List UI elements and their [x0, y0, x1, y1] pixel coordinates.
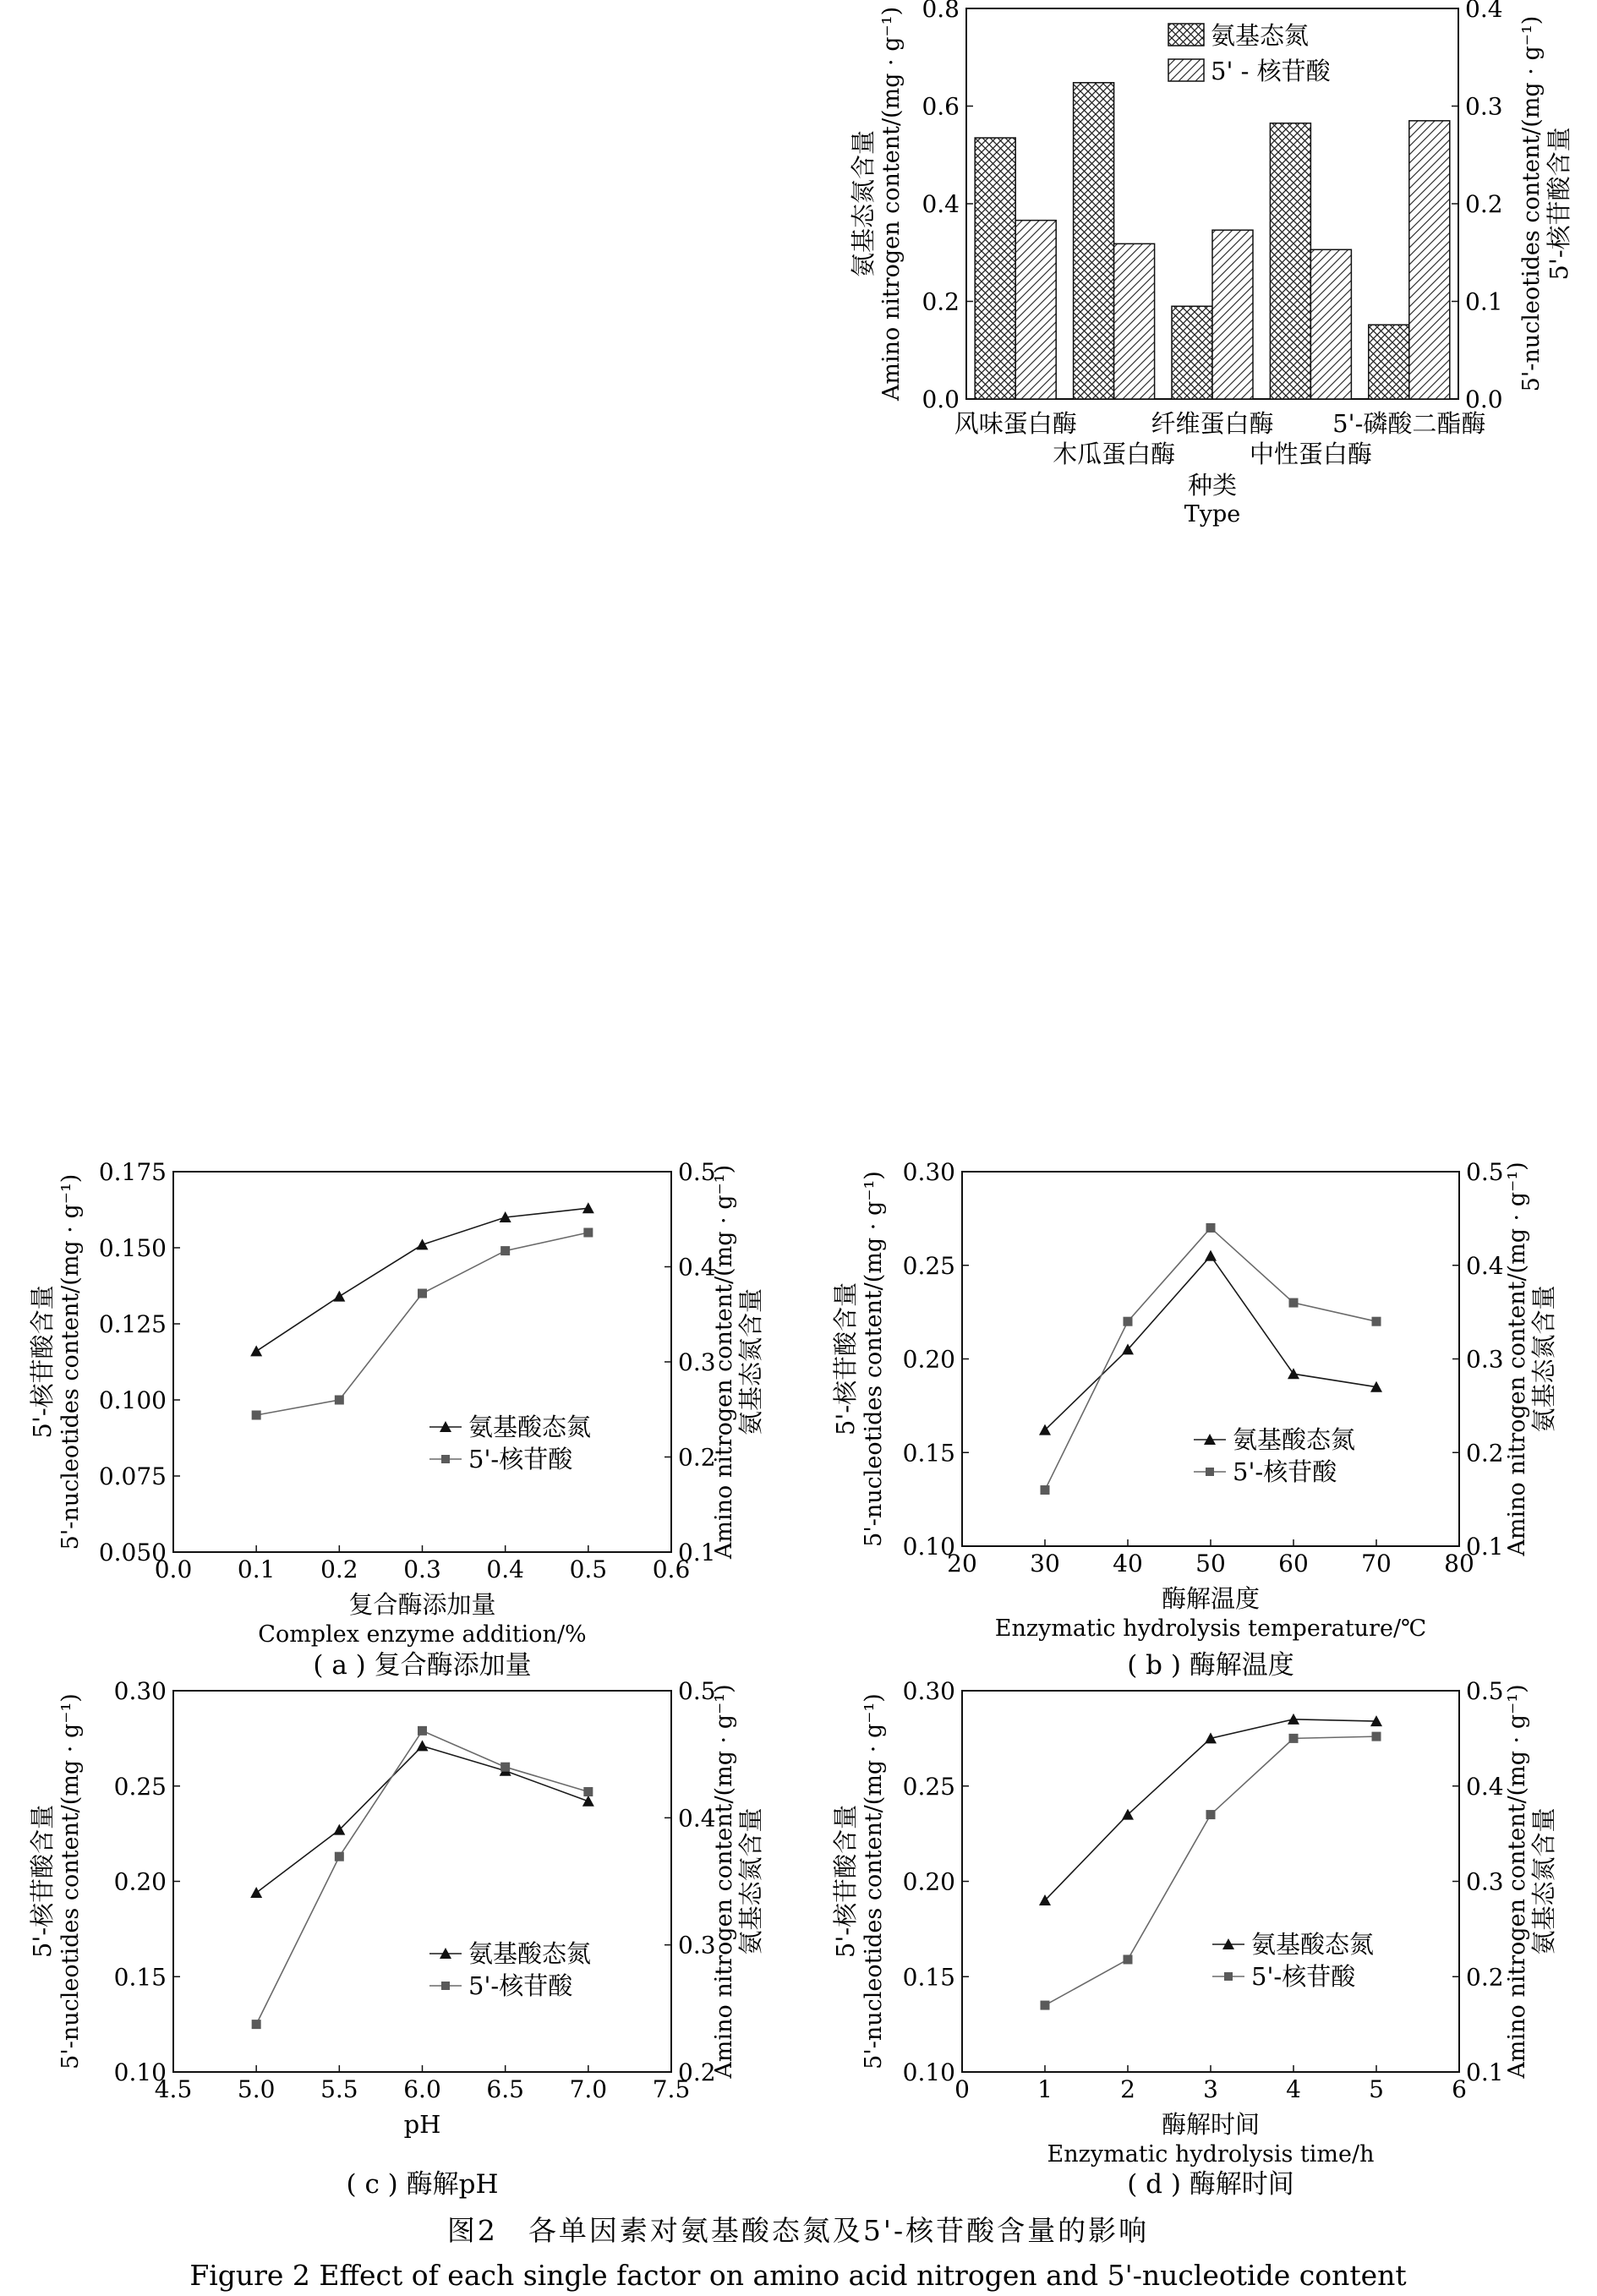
legend-label: 5'-核苷酸 [468, 1445, 573, 1473]
x-tick-label: 0.4 [486, 1555, 524, 1583]
bar-amino-nitrogen [1172, 306, 1212, 399]
legend-label: 5'-核苷酸 [1251, 1962, 1356, 1991]
data-point-square [1206, 1223, 1216, 1233]
line-chart-d [831, 1677, 1558, 2200]
data-point-square [500, 1246, 510, 1255]
x-tick-label: 7.5 [652, 2075, 691, 2103]
x-tick-label: 30 [1030, 1550, 1060, 1577]
y-axis-label-en: 5'-nucleotides content/(mg · g⁻¹) [861, 1171, 887, 1547]
legend-marker-square [1224, 1972, 1233, 1981]
y-tick-label: 0.4 [922, 190, 960, 218]
x-tick-label: 6.0 [403, 2075, 441, 2103]
panel-caption: ( a ) 复合酶添加量 [313, 1650, 532, 1681]
x-tick-label: 7.0 [569, 2075, 608, 2103]
x-tick-label: 70 [1361, 1550, 1392, 1577]
y-right-axis-label-en: Amino nitrogen content/(mg · g⁻¹) [711, 1684, 737, 2079]
y-right-tick-label: 0.0 [1465, 385, 1503, 413]
y-tick-label: 0.10 [902, 1533, 955, 1561]
x-tick-label: 5.5 [320, 2075, 358, 2103]
x-tick-label: 0.0 [154, 1555, 193, 1583]
bar-amino-nitrogen [1074, 83, 1114, 399]
legend-label: 5'-核苷酸 [468, 1971, 573, 2000]
y-right-axis-label-en: 5'-nucleotides content/(mg · g⁻¹) [1518, 15, 1545, 392]
data-point-triangle [582, 1796, 594, 1807]
y-axis-label-en: Amino nitrogen content/(mg · g⁻¹) [878, 6, 905, 402]
legend-marker-square [1206, 1468, 1214, 1476]
data-point-square [583, 1228, 593, 1238]
x-tick-label: 0.1 [237, 1555, 276, 1583]
x-axis-label-en: Enzymatic hydrolysis time/h [1047, 2141, 1375, 2168]
y-right-tick-label: 0.3 [678, 1348, 716, 1376]
x-axis-label: 酶解时间 [1161, 2110, 1261, 2139]
y-right-tick-label: 0.4 [1465, 0, 1503, 23]
figure-title-zh: 图2 各单因素对氨基酸态氮及5'-核苷酸含量的影响 [446, 2214, 1150, 2247]
data-point-triangle [582, 1202, 594, 1213]
x-tick-label: 0.3 [403, 1555, 441, 1583]
plot-frame [173, 1172, 671, 1552]
y-right-tick-label: 0.3 [1465, 92, 1503, 121]
y-axis-label: 5'-核苷酸含量 [831, 1282, 860, 1436]
x-tick-label: 50 [1195, 1550, 1226, 1577]
y-tick-label: 0.10 [902, 2058, 955, 2086]
series-line-nucleotide [256, 1233, 588, 1415]
data-point-square [335, 1396, 344, 1405]
y-tick-label: 0.25 [902, 1251, 955, 1280]
y-axis-label-en: 5'-nucleotides content/(mg · g⁻¹) [57, 1173, 84, 1550]
y-right-axis-label-en: Amino nitrogen content/(mg · g⁻¹) [711, 1164, 737, 1560]
y-right-tick-label: 0.2 [678, 2058, 716, 2086]
y-tick-label: 0.050 [98, 1539, 167, 1566]
y-tick-label: 0.20 [113, 1867, 167, 1896]
y-tick-label: 0.10 [113, 2058, 167, 2086]
data-point-triangle [1288, 1368, 1299, 1379]
y-axis-label-en: 5'-nucleotides content/(mg · g⁻¹) [57, 1693, 84, 2069]
x-axis-label-en: Complex enzyme addition/% [258, 1621, 587, 1648]
x-tick-label: 3 [1203, 2075, 1218, 2103]
x-tick-label: 0 [954, 2075, 970, 2103]
y-right-axis-label-en: Amino nitrogen content/(mg · g⁻¹) [1504, 1684, 1530, 2079]
x-tick-label: 0.5 [569, 1555, 608, 1583]
y-right-tick-label: 0.1 [1465, 287, 1503, 316]
panel-caption: ( c ) 酶解pH [346, 2169, 499, 2200]
y-right-tick-label: 0.2 [678, 1443, 716, 1472]
y-right-tick-label: 0.4 [1466, 1772, 1504, 1801]
series-line-amino-nitrogen [1045, 1719, 1376, 1900]
data-point-square [252, 2020, 261, 2029]
y-axis-label: 5'-核苷酸含量 [28, 1285, 57, 1439]
x-tick-label: 6.5 [486, 2075, 524, 2103]
legend-swatch-amino [1168, 24, 1204, 46]
data-point-square [1041, 2001, 1050, 2010]
y-axis-label-en: 5'-nucleotides content/(mg · g⁻¹) [861, 1693, 887, 2069]
data-point-square [1289, 1298, 1299, 1308]
data-point-triangle [1205, 1250, 1217, 1261]
x-axis-label: pH [403, 2110, 441, 2139]
legend-label: 氨基酸态氮 [468, 1413, 592, 1441]
data-point-square [500, 1763, 510, 1772]
y-right-tick-label: 0.2 [1465, 190, 1503, 218]
bar-5-nucleotide [1212, 230, 1253, 399]
y-tick-label: 0.8 [922, 0, 960, 23]
y-right-tick-label: 0.1 [1466, 1533, 1504, 1561]
y-tick-label: 0.30 [902, 1158, 955, 1186]
x-axis-label: 酶解温度 [1161, 1584, 1261, 1613]
data-point-square [583, 1787, 593, 1796]
x-category-label: 5'-磷酸二酯酶 [1332, 409, 1486, 438]
y-right-tick-label: 0.2 [1466, 1963, 1504, 1992]
y-right-axis-label: 氨基态氮含量 [736, 1807, 765, 1955]
x-tick-label: 40 [1113, 1550, 1143, 1577]
y-tick-label: 0.30 [113, 1677, 167, 1705]
bar-amino-nitrogen [975, 138, 1015, 399]
y-tick-label: 0.30 [902, 1677, 955, 1705]
plot-frame [962, 1691, 1459, 2072]
data-point-square [1124, 1954, 1133, 1964]
data-point-square [1372, 1317, 1381, 1326]
y-right-tick-label: 0.5 [678, 1677, 716, 1705]
y-right-axis-label: 5'-核苷酸含量 [1545, 127, 1573, 281]
bar-chart-type [849, 0, 1573, 528]
x-category-label: 木瓜蛋白酶 [1053, 440, 1176, 468]
data-point-square [418, 1726, 427, 1736]
line-chart-b [831, 1158, 1558, 1681]
x-axis-label-en: Enzymatic hydrolysis temperature/℃ [994, 1615, 1427, 1642]
panel-caption: ( d ) 酶解时间 [1127, 2169, 1294, 2200]
legend-label: 5'-核苷酸 [1233, 1457, 1337, 1486]
x-category-label: 纤维蛋白酶 [1151, 409, 1274, 438]
figure-title-en: Figure 2 Effect of each single factor on amino acid nitrogen and 5'-nucleotide content [189, 2259, 1407, 2292]
series-line-amino-nitrogen [256, 1208, 588, 1351]
y-right-tick-label: 0.1 [1466, 2058, 1504, 2086]
y-tick-label: 0.25 [113, 1772, 167, 1801]
legend-label: 氨基酸态氮 [1251, 1930, 1375, 1959]
y-right-axis-label: 氨基态氮含量 [1529, 1807, 1558, 1955]
data-point-square [1124, 1317, 1133, 1326]
y-right-tick-label: 0.2 [1466, 1439, 1504, 1468]
y-tick-label: 0.175 [98, 1158, 167, 1186]
legend-label: 氨基酸态氮 [468, 1939, 592, 1968]
y-right-tick-label: 0.4 [678, 1253, 716, 1282]
data-point-square [1289, 1734, 1299, 1743]
y-tick-label: 0.15 [113, 1963, 167, 1992]
x-tick-label: 2 [1120, 2075, 1135, 2103]
y-tick-label: 0.125 [98, 1310, 167, 1338]
x-axis-label: 种类 [1187, 471, 1238, 500]
bar-5-nucleotide [1114, 243, 1155, 399]
x-tick-label: 20 [947, 1550, 977, 1577]
x-tick-label: 5 [1369, 2075, 1384, 2103]
data-point-triangle [417, 1740, 429, 1751]
data-point-triangle [250, 1345, 262, 1356]
series-line-amino-nitrogen [1045, 1256, 1376, 1430]
y-right-axis-label-en: Amino nitrogen content/(mg · g⁻¹) [1504, 1162, 1530, 1556]
x-tick-label: 4.5 [154, 2075, 193, 2103]
y-axis-label: 氨基态氮含量 [849, 129, 878, 278]
y-tick-label: 0.2 [922, 287, 960, 316]
x-tick-label: 60 [1278, 1550, 1309, 1577]
y-right-tick-label: 0.4 [678, 1804, 716, 1833]
data-point-triangle [417, 1238, 429, 1249]
y-right-tick-label: 0.5 [1466, 1677, 1504, 1705]
y-right-tick-label: 0.3 [1466, 1867, 1504, 1896]
data-point-triangle [250, 1887, 262, 1898]
bar-5-nucleotide [1409, 121, 1450, 399]
bar-5-nucleotide [1310, 249, 1351, 399]
y-right-tick-label: 0.5 [1466, 1158, 1504, 1186]
legend-marker-square [441, 1455, 450, 1463]
data-point-square [418, 1289, 427, 1298]
data-point-triangle [333, 1291, 345, 1302]
panel-caption: ( b ) 酶解温度 [1127, 1650, 1294, 1681]
x-category-label: 风味蛋白酶 [954, 409, 1077, 438]
data-point-square [1372, 1732, 1381, 1741]
y-tick-label: 0.100 [98, 1386, 167, 1414]
y-tick-label: 0.20 [902, 1345, 955, 1374]
x-tick-label: 80 [1444, 1550, 1474, 1577]
legend-label: 氨基酸态氮 [1233, 1425, 1356, 1454]
y-tick-label: 0.0 [922, 385, 960, 413]
legend-swatch-nucleotide [1168, 59, 1204, 81]
bar-5-nucleotide [1015, 221, 1056, 399]
y-tick-label: 0.25 [902, 1772, 955, 1801]
x-category-label: 中性蛋白酶 [1249, 440, 1372, 468]
bar-amino-nitrogen [1369, 325, 1409, 399]
y-right-tick-label: 0.5 [678, 1158, 716, 1186]
y-tick-label: 0.6 [922, 92, 960, 121]
y-tick-label: 0.150 [98, 1234, 167, 1262]
y-tick-label: 0.075 [98, 1462, 167, 1490]
y-right-tick-label: 0.3 [1466, 1345, 1504, 1374]
bar-amino-nitrogen [1270, 123, 1310, 399]
y-tick-label: 0.15 [902, 1439, 955, 1468]
x-tick-label: 0.2 [320, 1555, 358, 1583]
x-tick-label: 0.6 [652, 1555, 691, 1583]
x-tick-label: 5.0 [237, 2075, 276, 2103]
line-chart-c [28, 1677, 765, 2200]
data-point-square [252, 1411, 261, 1420]
legend-label: 氨基态氮 [1211, 21, 1310, 50]
y-right-axis-label: 氨基态氮含量 [736, 1287, 765, 1436]
line-chart-a [28, 1158, 765, 1681]
data-point-square [335, 1852, 344, 1861]
y-tick-label: 0.15 [902, 1963, 955, 1992]
y-axis-label: 5'-核苷酸含量 [28, 1804, 57, 1959]
x-axis-label: 复合酶添加量 [348, 1590, 496, 1619]
y-tick-label: 0.20 [902, 1867, 955, 1896]
x-tick-label: 1 [1037, 2075, 1053, 2103]
y-right-tick-label: 0.4 [1466, 1251, 1504, 1280]
legend-label: 5' - 核苷酸 [1211, 57, 1331, 85]
y-right-tick-label: 0.3 [678, 1931, 716, 1960]
data-point-square [1041, 1485, 1050, 1495]
legend-marker-square [441, 1982, 450, 1990]
x-tick-label: 4 [1286, 2075, 1301, 2103]
data-point-square [1206, 1810, 1216, 1819]
series-line-amino-nitrogen [256, 1746, 588, 1893]
y-right-axis-label: 氨基态氮含量 [1529, 1285, 1558, 1433]
y-right-tick-label: 0.1 [678, 1539, 716, 1566]
y-axis-label: 5'-核苷酸含量 [831, 1804, 860, 1959]
x-axis-label-en: Type [1184, 501, 1241, 528]
x-tick-label: 6 [1452, 2075, 1467, 2103]
